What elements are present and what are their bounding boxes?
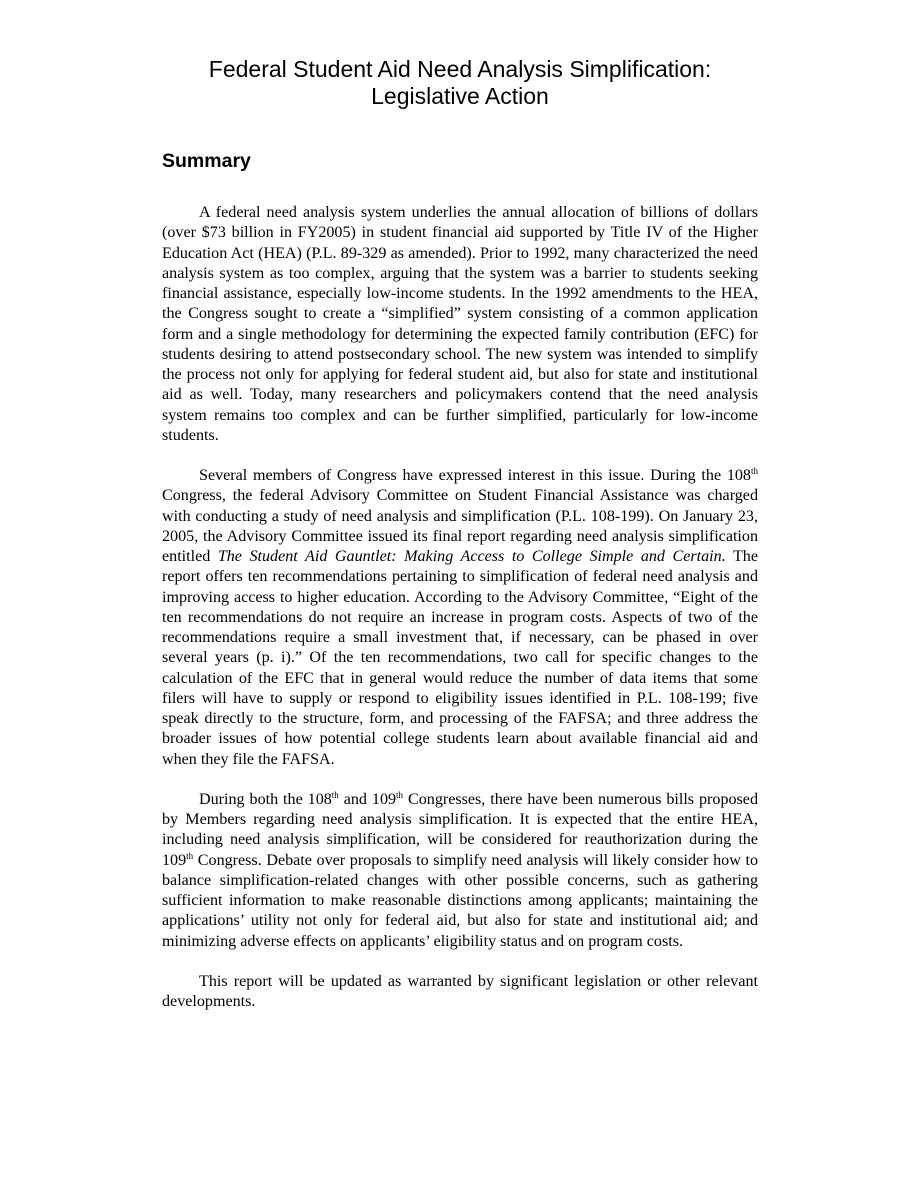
summary-heading: Summary — [162, 150, 251, 172]
page-title — [162, 56, 758, 110]
document-page — [162, 56, 758, 1012]
summary-paragraph-1: A federal need analysis system underlies the annual allocation of billions of dollars (over $73 billion in FY2005) in student financial aid supported by Title IV of the Higher Education Act (HEA) (P.L. 89-329 as amended). Prior to 1992, many characterized the need analysis system as too complex, arguing that the system was a barrier to students seeking financial assistance, especially low-income students. In the 1992 amendments to the HEA, the Congress sought to create a “simplified” system consisting of a common application form and a single methodology for determining the expected family contribution (EFC) for students desiring to attend postsecondary school. The new system was intended to simplify the process not only for applying for federal student aid, but also for state and institutional aid as well. Today, many researchers and policymakers contend that the need analysis system remains too complex and can be further simplified, particularly for low-income students. — [162, 204, 758, 444]
title-line-1: Federal Student Aid Need Analysis Simplification: — [208, 56, 712, 82]
p3-ordinal-suffix-3: th — [186, 850, 194, 861]
title-line-2: Legislative Action — [371, 83, 549, 109]
p3-text-d: Congress. Debate over proposals to simplify need analysis will likely consider how to balance simplification-related changes with other possible concerns, such as gathering sufficient information to make reasonable distinctions among applicants; maintaining the applications’ utility not only for federal aid, but also for state and institutional aid; and minimizing adverse effects on applicants’ eligibility status and on program costs. — [162, 851, 758, 950]
summary-body — [162, 203, 758, 1012]
summary-paragraph-4: This report will be updated as warranted by significant legislation or other relevant developments. — [162, 972, 758, 1010]
p3-text-b: and 109 — [338, 790, 397, 808]
report-title-italic: The Student Aid Gauntlet: Making Access to College Simple and Certain. — [217, 548, 726, 565]
p2-ordinal-suffix: th — [750, 466, 758, 476]
summary-paragraph-2 — [162, 466, 758, 770]
summary-paragraph-3 — [162, 790, 758, 952]
p3-ordinal-suffix-1: th — [331, 789, 339, 800]
p3-text-c: Congresses, there have been numerous bills proposed by Members regarding need analysis simplification. It is expected that the entire HEA, including need analysis simplification, will be considered for reauthorization during the 109 — [162, 790, 758, 869]
p2-text-c: The report offers ten recommendations pertaining to simplification of federal need analysis and improving access to higher education. According to the Advisory Committee, “Eight of the ten recommendations do not require an increase in program costs. Aspects of two of the recommendations require a small investment that, if necessary, can be phased in over several years (p. i).” Of the ten recommendations, two call for specific changes to the calculation of the EFC that in general would reduce the number of data items that some filers will have to supply or respond to eligibility issues identified in P.L. 108-199; five speak directly to the structure, form, and processing of the FAFSA; and three address the broader issues of how potential college students learn about available financial aid and when they file the FAFSA. — [162, 548, 758, 768]
p3-text-a: During both the 108 — [199, 790, 332, 808]
p3-ordinal-suffix-2: th — [396, 789, 404, 800]
p2-text-b: Congress, the federal Advisory Committee on Student Financial Assistance was charged with conducting a study of need analysis and simplification (P.L. 108-199). On January 23, 2005, the Advisory Committee issued its final report regarding need analysis simplification entitled — [162, 487, 758, 565]
p2-text-a: Several members of Congress have expressed interest in this issue. During the 108 — [199, 467, 751, 484]
